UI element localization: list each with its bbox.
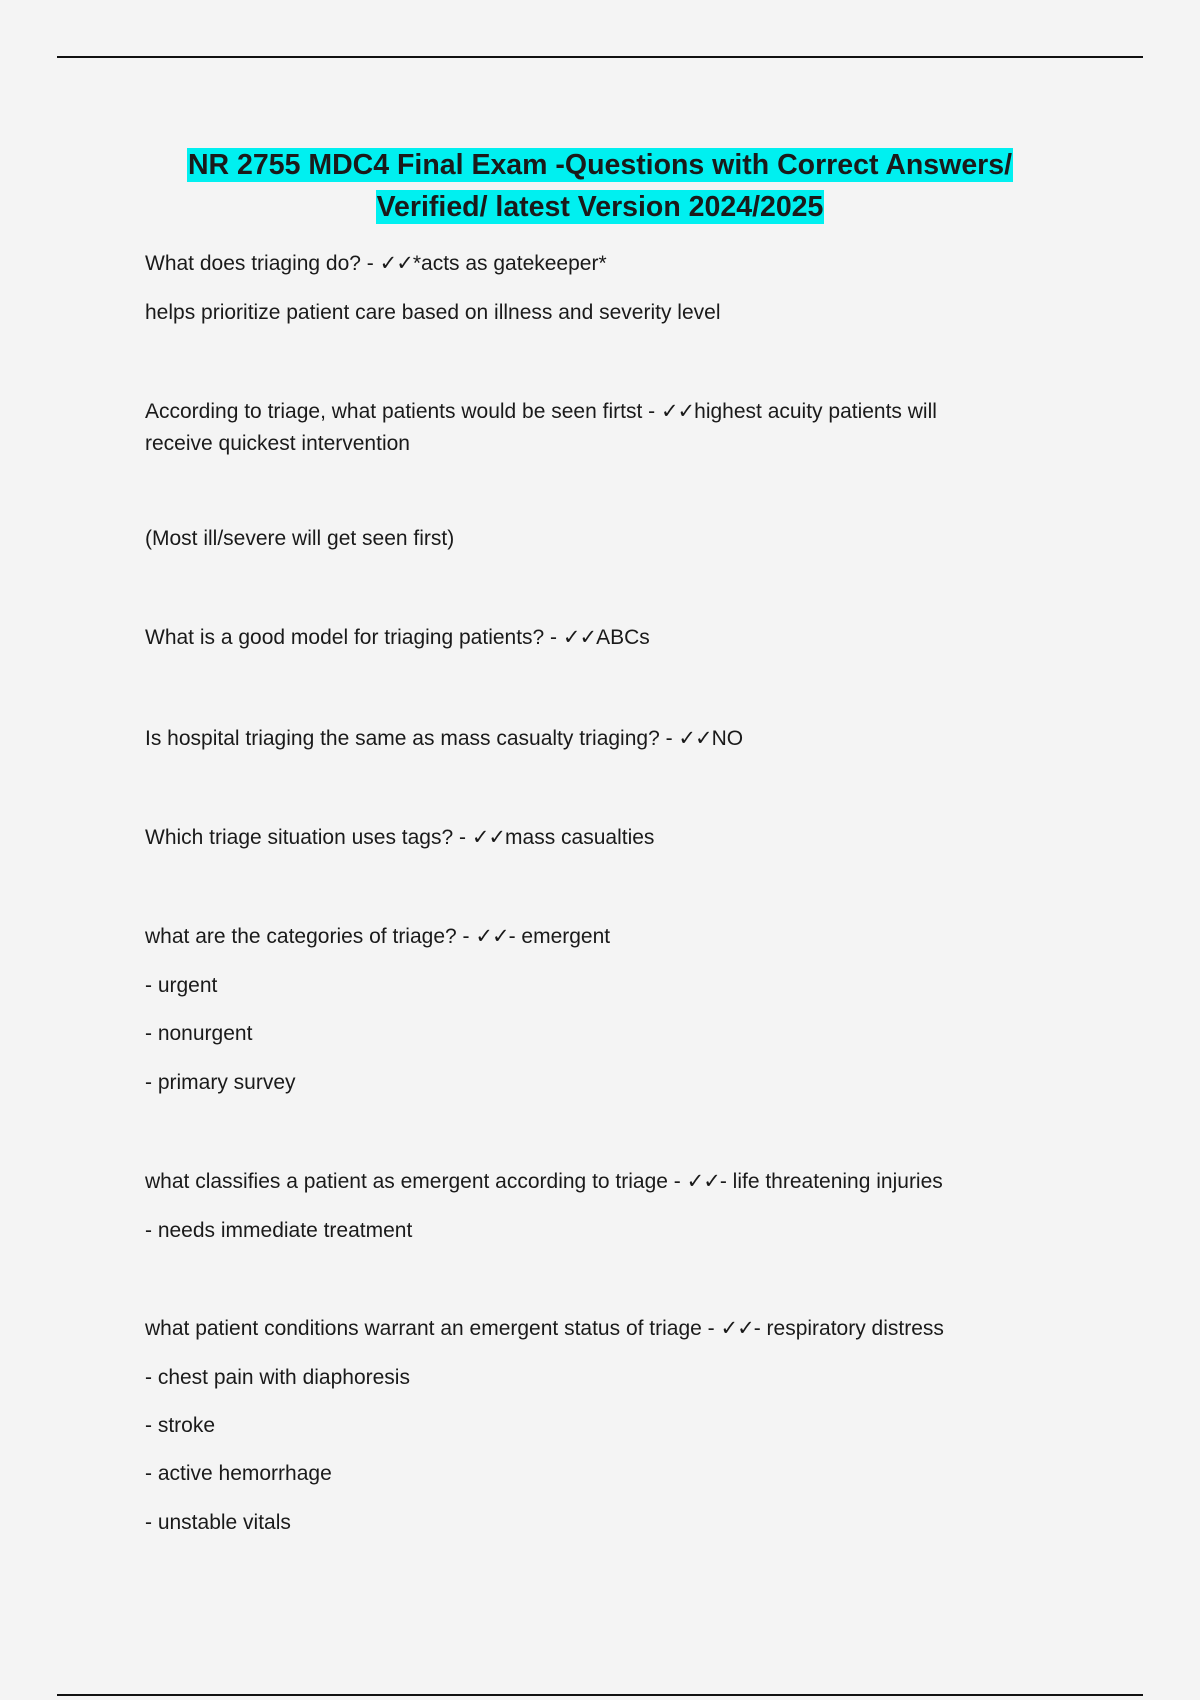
answer-text: ABCs: [596, 626, 650, 649]
answer-text: - respiratory distress: [753, 1317, 944, 1340]
qa-extra-line: - primary survey: [145, 1071, 296, 1094]
qa-extra-line: - chest pain with diaphoresis: [145, 1366, 410, 1389]
qa-question-line: [145, 822, 654, 854]
qa-extra-line: - stroke: [145, 1414, 216, 1437]
qa-question-line: [145, 248, 607, 280]
qa-answer-wrap: receive quickest intervention: [145, 432, 410, 455]
answer-text: mass casualties: [505, 826, 655, 849]
check-icon: ✓✓: [686, 1170, 720, 1193]
check-icon: ✓✓: [660, 400, 695, 423]
qa-question-line: [145, 622, 650, 654]
qa-extra-line: - unstable vitals: [145, 1511, 291, 1534]
qa-question-line: [145, 921, 610, 953]
check-icon: ✓✓: [475, 925, 509, 948]
check-icon: ✓✓: [678, 727, 712, 750]
qa-question-line: [145, 1313, 944, 1345]
qa-extra-line: - urgent: [145, 974, 218, 997]
question-text: what are the categories of triage? -: [145, 925, 476, 948]
qa-extra-line: - needs immediate treatment: [145, 1219, 413, 1242]
check-icon: ✓✓: [379, 252, 413, 275]
qa-extra-line: - active hemorrhage: [145, 1462, 332, 1485]
title-line-2: Verified/ latest Version 2024/2025: [376, 191, 824, 223]
check-icon: ✓✓: [562, 626, 597, 649]
check-icon: ✓✓: [471, 826, 506, 849]
qa-extra-line: (Most ill/severe will get seen first): [145, 527, 455, 550]
qa-extra-line: - nonurgent: [145, 1022, 253, 1045]
check-icon: ✓✓: [720, 1317, 754, 1340]
question-text: Which triage situation uses tags? -: [145, 826, 472, 849]
question-text: What does triaging do? -: [145, 252, 380, 275]
qa-question-line: [145, 1166, 943, 1198]
qa-extra-line: helps prioritize patient care based on illness and severity level: [145, 301, 721, 324]
header-rule: [57, 56, 1143, 58]
question-text: Is hospital triaging the same as mass casualty triaging? -: [145, 727, 679, 750]
answer-text: - emergent: [508, 925, 611, 948]
footer-rule: [57, 1694, 1143, 1696]
title-line-1: NR 2755 MDC4 Final Exam -Questions with Correct Answers/: [187, 149, 1013, 181]
qa-question-line: [145, 723, 743, 755]
question-text: what classifies a patient as emergent according to triage -: [145, 1170, 687, 1193]
answer-text: highest acuity patients will: [694, 400, 937, 423]
answer-text: NO: [711, 727, 744, 750]
qa-question-line: [145, 396, 937, 428]
question-text: According to triage, what patients would be seen firtst -: [145, 400, 661, 423]
document-title: [0, 144, 1200, 228]
question-text: What is a good model for triaging patients? -: [145, 626, 563, 649]
question-text: what patient conditions warrant an emergent status of triage -: [145, 1317, 721, 1340]
answer-text: *acts as gatekeeper*: [412, 252, 607, 275]
answer-text: - life threatening injuries: [719, 1170, 943, 1193]
